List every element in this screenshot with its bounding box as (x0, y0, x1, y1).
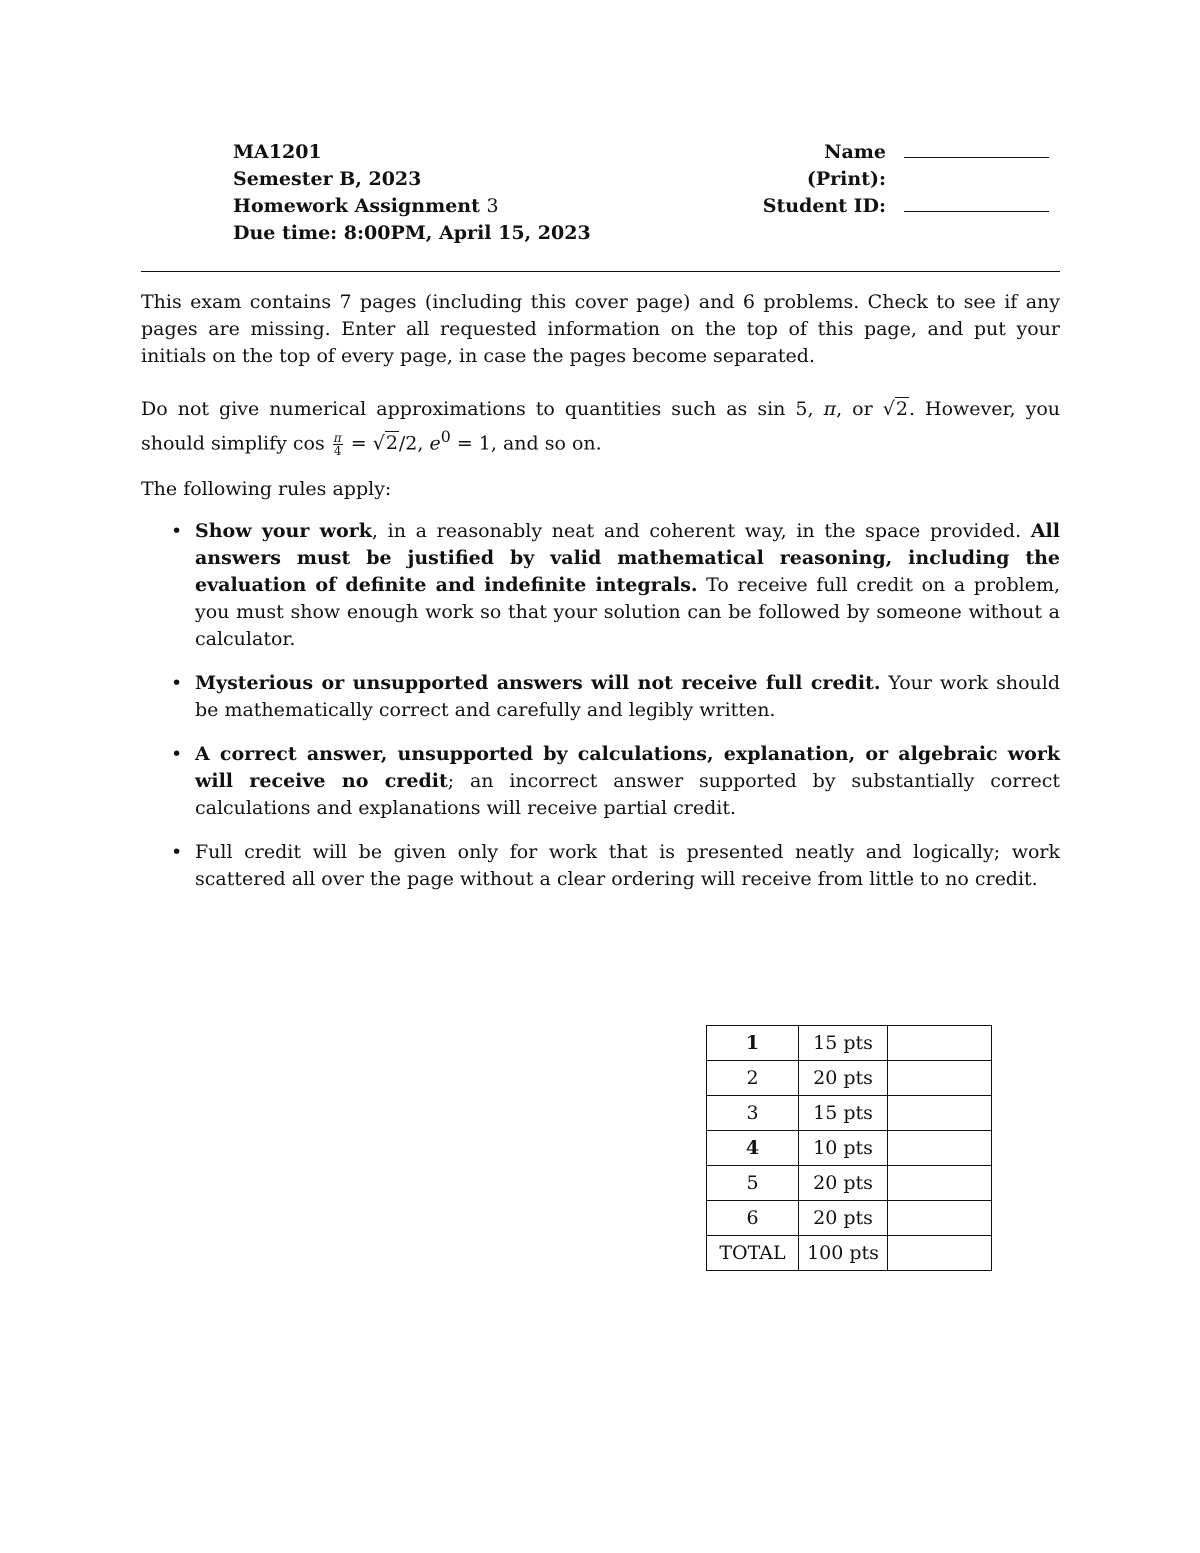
semester: Semester B, 2023 (233, 168, 422, 190)
e-variable: e (429, 432, 441, 455)
approximation-paragraph (141, 396, 1060, 457)
sqrt-sign-second: √ (372, 432, 385, 455)
sqrt-two-second (373, 431, 399, 454)
problem-number: 4 (707, 1131, 799, 1166)
problem-points: 15 pts (799, 1096, 888, 1131)
problem-points: 15 pts (799, 1026, 888, 1061)
bullet-icon: • (171, 841, 183, 863)
problem-number: 2 (707, 1061, 799, 1096)
total-points: 100 pts (799, 1236, 888, 1271)
problem-points: 20 pts (799, 1061, 888, 1096)
problem-points: 20 pts (799, 1201, 888, 1236)
course-info (233, 139, 591, 247)
bullet-icon: • (171, 672, 183, 694)
student-id-blank[interactable] (904, 194, 1049, 212)
assignment-title (233, 193, 591, 220)
sqrt-two (883, 397, 909, 420)
problem-number: 6 (707, 1201, 799, 1236)
name-row (740, 139, 1050, 193)
header-divider (141, 271, 1060, 272)
rule-1-text: , in a reasonably neat and coherent way, in the space provided. (371, 520, 1031, 542)
bullet-icon: • (171, 520, 183, 542)
score-cell[interactable] (888, 1096, 992, 1131)
table-row (707, 1201, 992, 1236)
rule-item (141, 839, 1060, 893)
rule-2-text: Your work should be mathematically correct and carefully and legibly written. (195, 672, 1060, 721)
rule-3-text: ; an incorrect answer supported by substantially correct calculations and explanations will receive partial credit. (195, 770, 1060, 819)
table-row (707, 1061, 992, 1096)
total-score-cell[interactable] (888, 1236, 992, 1271)
problem-number: 3 (707, 1096, 799, 1131)
name-blank[interactable] (904, 140, 1049, 158)
score-cell[interactable] (888, 1166, 992, 1201)
pi-over-four (333, 432, 343, 457)
problem-points: 10 pts (799, 1131, 888, 1166)
table-row (707, 1236, 992, 1271)
approx-text-f: = 1, and so on. (450, 432, 602, 455)
problem-number: 5 (707, 1166, 799, 1201)
total-label: TOTAL (707, 1236, 799, 1271)
approx-text-c: . However, you should simplify cos (141, 398, 1061, 455)
score-cell[interactable] (888, 1061, 992, 1096)
score-table (706, 1025, 992, 1271)
frac-denominator: 4 (333, 443, 342, 458)
approx-text-d: = (344, 432, 367, 455)
due-time: Due time: 8:00PM, April 15, 2023 (233, 222, 591, 244)
course-code: MA1201 (233, 141, 322, 163)
table-row (707, 1131, 992, 1166)
rule-3-bold: A correct answer, unsupported by calculations, explanation, or algebraic work will receive no credit (195, 743, 1060, 792)
rule-item (141, 518, 1060, 653)
rule-1-text-2: To receive full credit on a problem, you must show enough work so that your solution can be followed by someone without a calculator. (195, 574, 1061, 650)
intro-paragraph: This exam contains 7 pages (including this cover page) and 6 problems. Check to see if any pages are missing. Enter all requested information on the top of this page, and put your initials on the top of every page, in case the pages become separated. (141, 291, 1060, 367)
rule-4-text: Full credit will be given only for work that is presented neatly and logically; work scattered all over the page without a clear ordering will receive from little to no credit. (195, 841, 1060, 890)
assignment-title-text: Homework Assignment (233, 195, 480, 217)
approx-text-a: Do not give numerical approximations to quantities such as sin 5, (141, 398, 814, 420)
score-cell[interactable] (888, 1131, 992, 1166)
score-cell[interactable] (888, 1026, 992, 1061)
student-id-label: Student ID: (762, 195, 886, 217)
rule-item (141, 741, 1060, 822)
student-info (740, 139, 1050, 220)
score-cell[interactable] (888, 1201, 992, 1236)
name-label: Name (Print): (806, 141, 886, 190)
bullet-icon: • (171, 743, 183, 765)
problem-points: 20 pts (799, 1166, 888, 1201)
frac-numerator: π (333, 430, 342, 445)
sqrt-radicand: 2 (895, 398, 908, 420)
table-row (707, 1096, 992, 1131)
student-id-row (740, 193, 1050, 220)
rules-list (141, 518, 1060, 910)
table-row (707, 1026, 992, 1061)
rule-item (141, 670, 1060, 724)
problem-number: 1 (707, 1026, 799, 1061)
approx-text-b: , or (836, 398, 873, 420)
rule-2-bold: Mysterious or unsupported answers will not receive full credit. (195, 672, 881, 694)
sqrt-radicand-second: 2 (385, 432, 398, 455)
e-exponent: 0 (440, 427, 451, 446)
approx-text-e: /2, (398, 432, 424, 455)
sqrt-sign: √ (882, 398, 895, 420)
pi-symbol: π (823, 398, 837, 420)
assignment-number: 3 (486, 195, 499, 217)
rule-1-bold-2: All answers must be justified by valid mathematical reasoning, including the evaluation of definite and indefinite integrals. (195, 520, 1060, 596)
rules-intro: The following rules apply: (141, 478, 392, 500)
rule-1-bold: Show your work (195, 520, 372, 542)
table-row (707, 1166, 992, 1201)
